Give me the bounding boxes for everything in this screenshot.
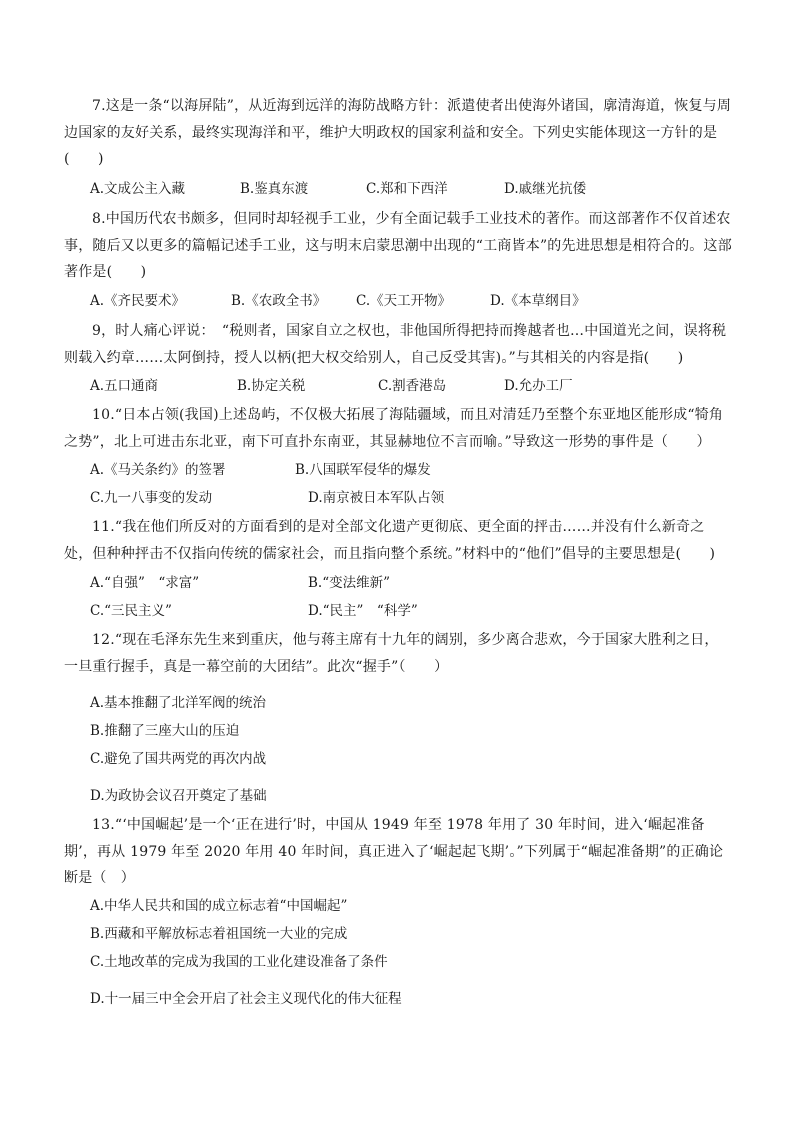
option-d[interactable]: D.《本草纲目》 [490, 293, 586, 309]
option-d[interactable]: D.戚继光抗倭 [504, 181, 587, 197]
option-a[interactable]: A.《齐民要术》 [90, 293, 186, 309]
option-b[interactable]: B.鉴真东渡 [240, 181, 309, 197]
question-stem: 8.中国历代农书颇多，但同时却轻视手工业，少有全面记载手工业技术的著作。而这部著作不仅首述农事，随后又以更多的篇幅记述手工业，这与明末启蒙思潮中出现的“工商皆本”的先进思想是相符合的。这部著作是( ) [64, 211, 732, 280]
option-d[interactable]: D.十一届三中全会开启了社会主义现代化的伟大征程 [90, 991, 402, 1007]
option-c[interactable]: C.“三民主义” [90, 603, 172, 619]
option-c[interactable]: C.郑和下西洋 [366, 181, 448, 197]
question-11 [64, 514, 732, 567]
option-b[interactable]: B.八国联军侵华的爆发 [295, 462, 431, 478]
question-stem: 13.“‘中国崛起’是一个‘正在进行’时，中国从 1949 年至 1978 年用了 30 年时间，进入‘崛起准备期’，再从 1979 年至 2020 年用 40 年时间，真正进入了‘崛起起飞期’。”下列属于“崛起准备期”的正确论断是（ ） [64, 817, 724, 886]
option-a[interactable]: A.中华人民共和国的成立标志着“中国崛起” [90, 898, 348, 914]
question-stem: 9，时人痛心评说： “税则者，国家自立之权也，非他国所得把持而搀越者也…中国道光之间，误将税则载入约章……太阿倒持，授人以柄(把大权交给别人，自己反受其害)。”与其相关的内容是指( ) [64, 323, 727, 366]
question-12 [64, 627, 732, 680]
option-b[interactable]: B.“变法维新” [308, 575, 391, 591]
option-d[interactable]: D.“民主” “科学” [308, 603, 418, 619]
question-9 [64, 318, 732, 371]
option-a[interactable]: A.五口通商 [90, 378, 159, 394]
question-13 [64, 812, 732, 892]
question-stem: 10.“日本占领(我国)上述岛屿，不仅极大拓展了海陆疆域，而且对清廷乃至整个东亚地区能形成“犄角之势”，北上可进击东北亚，南下可直扑东南亚，其显赫地位不言而喻。”导致这一形势的事件是（ ） [64, 407, 724, 450]
question-8 [64, 206, 732, 286]
option-c[interactable]: C.割香港岛 [378, 378, 447, 394]
question-stem: 7.这是一条“以海屏陆”，从近海到远洋的海防战略方针：派遣使者出使海外诸国，廓清海道，恢复与周边国家的友好关系，最终实现海洋和平，维护大明政权的国家利益和安全。下列史实能体现这一方针的是( ) [64, 98, 732, 167]
option-b[interactable]: B.协定关税 [237, 378, 306, 394]
option-c[interactable]: C.九一八事变的发动 [90, 490, 213, 506]
question-10 [64, 402, 732, 455]
option-b[interactable]: B.《农政全书》 [231, 293, 327, 309]
option-c[interactable]: C.《天工开物》 [356, 293, 452, 309]
option-d[interactable]: D.允办工厂 [504, 378, 573, 394]
question-7 [64, 93, 732, 173]
option-a[interactable]: A.文成公主入藏 [90, 181, 186, 197]
option-d[interactable]: D.为政协会议召开奠定了基础 [90, 788, 267, 804]
option-b[interactable]: B.西藏和平解放标志着祖国统一大业的完成 [90, 926, 348, 942]
option-c[interactable]: C.避免了国共两党的再次内战 [90, 751, 267, 767]
option-d[interactable]: D.南京被日本军队占领 [308, 490, 445, 506]
option-b[interactable]: B.推翻了三座大山的压迫 [90, 723, 240, 739]
question-stem: 11.“我在他们所反对的方面看到的是对全部文化遗产更彻底、更全面的抨击……并没有什么新奇之处，但种种抨击不仅指向传统的儒家社会，而且指向整个系统。”材料中的“他们”倡导的主要思想是( ) [64, 519, 716, 562]
option-a[interactable]: A.“自强” “求富” [90, 575, 200, 591]
option-a[interactable]: A.基本推翻了北洋军阀的统治 [90, 695, 267, 711]
option-a[interactable]: A.《马关条约》的签署 [90, 462, 226, 478]
question-stem: 12.“现在毛泽东先生来到重庆，他与蒋主席有十九年的阔别，多少离合悲欢，今于国家大胜利之日，一旦重行握手，真是一幕空前的大团结”。此次“握手”（ ） [64, 632, 719, 675]
option-c[interactable]: C.土地改革的完成为我国的工业化建设准备了条件 [90, 954, 388, 970]
